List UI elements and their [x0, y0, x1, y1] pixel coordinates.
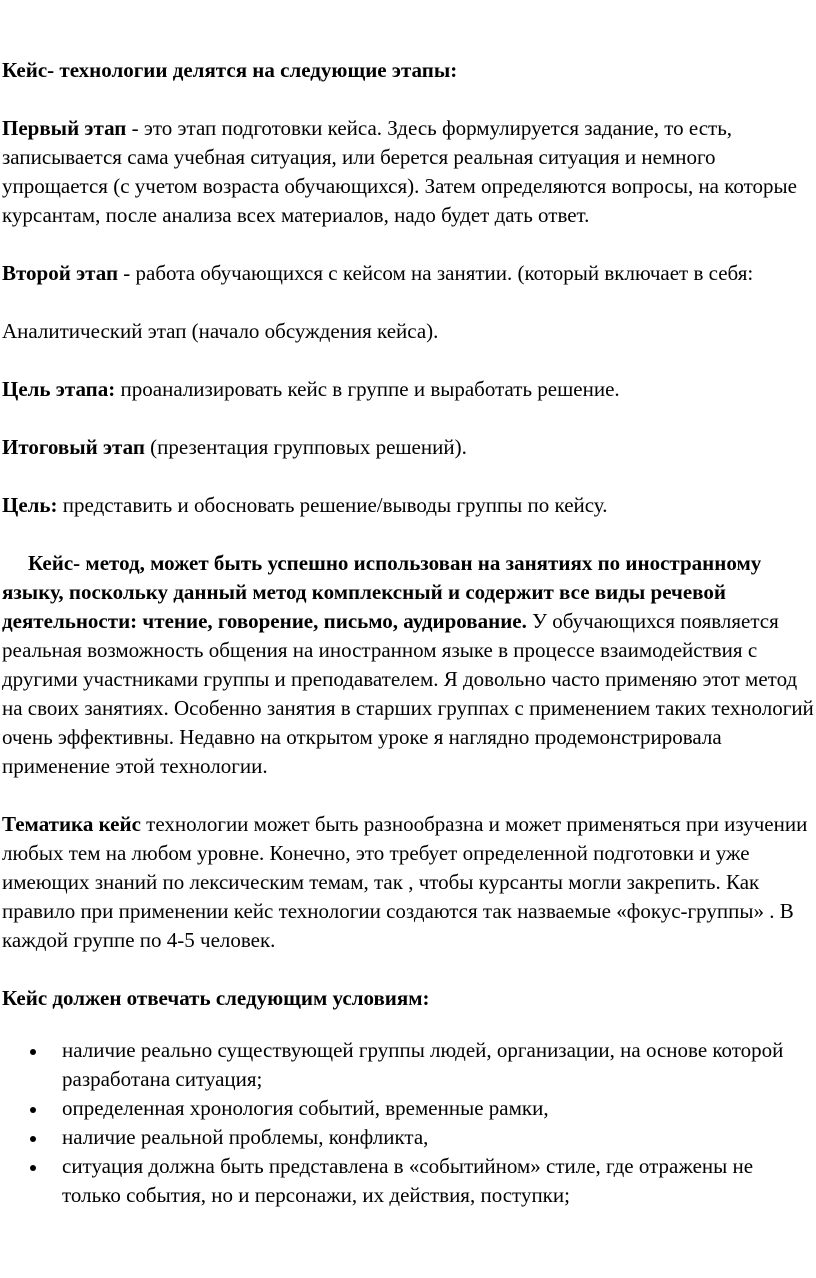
topics-label: Тематика кейс: [2, 812, 141, 836]
list-item: определенная хронология событий, временные рамки,: [2, 1094, 814, 1123]
method-text: У обучающихся появляется реальная возможность общения на иностранном языке в процессе взаимодействия с другими участниками группы и преподавателем. Я довольно часто применяю этот метод на своих занятиях. Особенно занятия в старших группах с применением таких технологий очень эффективны. Недавно на открытом уроке я наглядно продемонстрировала применение этой технологии.: [2, 609, 814, 778]
paragraph-stage-1: [2, 114, 814, 230]
paragraph-analytic-stage: Аналитический этап (начало обсуждения кейса).: [2, 319, 439, 343]
paragraph-stage-2: [2, 259, 814, 288]
method-bold-text: Кейс- метод, может быть успешно использован на занятиях по иностранному языку, поскольку данный метод комплексный и содержит все виды речевой деятельности: чтение, говорение, письмо, аудирование.: [2, 551, 762, 633]
bullet-icon: [30, 1107, 36, 1113]
paragraph-topics: [2, 810, 814, 955]
bullet-icon: [30, 1049, 36, 1055]
stage-1-label: Первый этап: [2, 116, 127, 140]
list-item: наличие реальной проблемы, конфликта,: [2, 1123, 814, 1152]
stage-1-text: - это этап подготовки кейса. Здесь формулируется задание, то есть, записывается сама учебная ситуация, или берется реальная ситуация и немного упрощается (с учетом возраста обучающихся). Затем определяются вопросы, на которые курсантам, после анализа всех материалов, надо будет дать ответ.: [2, 116, 797, 227]
paragraph-method: [2, 549, 814, 781]
final-stage-label: Итоговый этап: [2, 435, 145, 459]
stage-2-text: - работа обучающихся с кейсом на занятии. (который включает в себя:: [118, 261, 754, 285]
paragraph-goal: [2, 491, 814, 520]
goal-text: представить и обосновать решение/выводы группы по кейсу.: [57, 493, 608, 517]
list-item: ситуация должна быть представлена в «событийном» стиле, где отражены не только события, но и персонажи, их действия, поступки;: [2, 1152, 814, 1210]
section-heading: Кейс- технологии делятся на следующие этапы:: [2, 58, 458, 82]
list-item: наличие реально существующей группы людей, организации, на основе которой разработана ситуация;: [2, 1036, 814, 1094]
conditions-heading: Кейс должен отвечать следующим условиям:: [2, 986, 430, 1010]
bullet-icon: [30, 1136, 36, 1142]
goal-stage-label: Цель этапа:: [2, 377, 116, 401]
bullet-icon: [30, 1165, 36, 1171]
goal-stage-text: проанализировать кейс в группе и выработать решение.: [115, 377, 620, 401]
paragraph-goal-stage: [2, 375, 814, 404]
conditions-list: [2, 1036, 814, 1210]
final-stage-text: (презентация групповых решений).: [144, 435, 467, 459]
paragraph-final-stage: [2, 433, 814, 462]
topics-text: технологии может быть разнообразна и может применяться при изучении любых тем на любом уровне. Конечно, это требует определенной подготовки и уже имеющих знаний по лексическим темам, так , чтобы курсанты могли закрепить. Как правило при применении кейс технологии создаются так назваемые «фокус-группы» . В каждой группе по 4-5 человек.: [2, 812, 808, 952]
document-body: [2, 56, 814, 1210]
goal-label: Цель:: [2, 493, 58, 517]
stage-2-label: Второй этап: [2, 261, 119, 285]
